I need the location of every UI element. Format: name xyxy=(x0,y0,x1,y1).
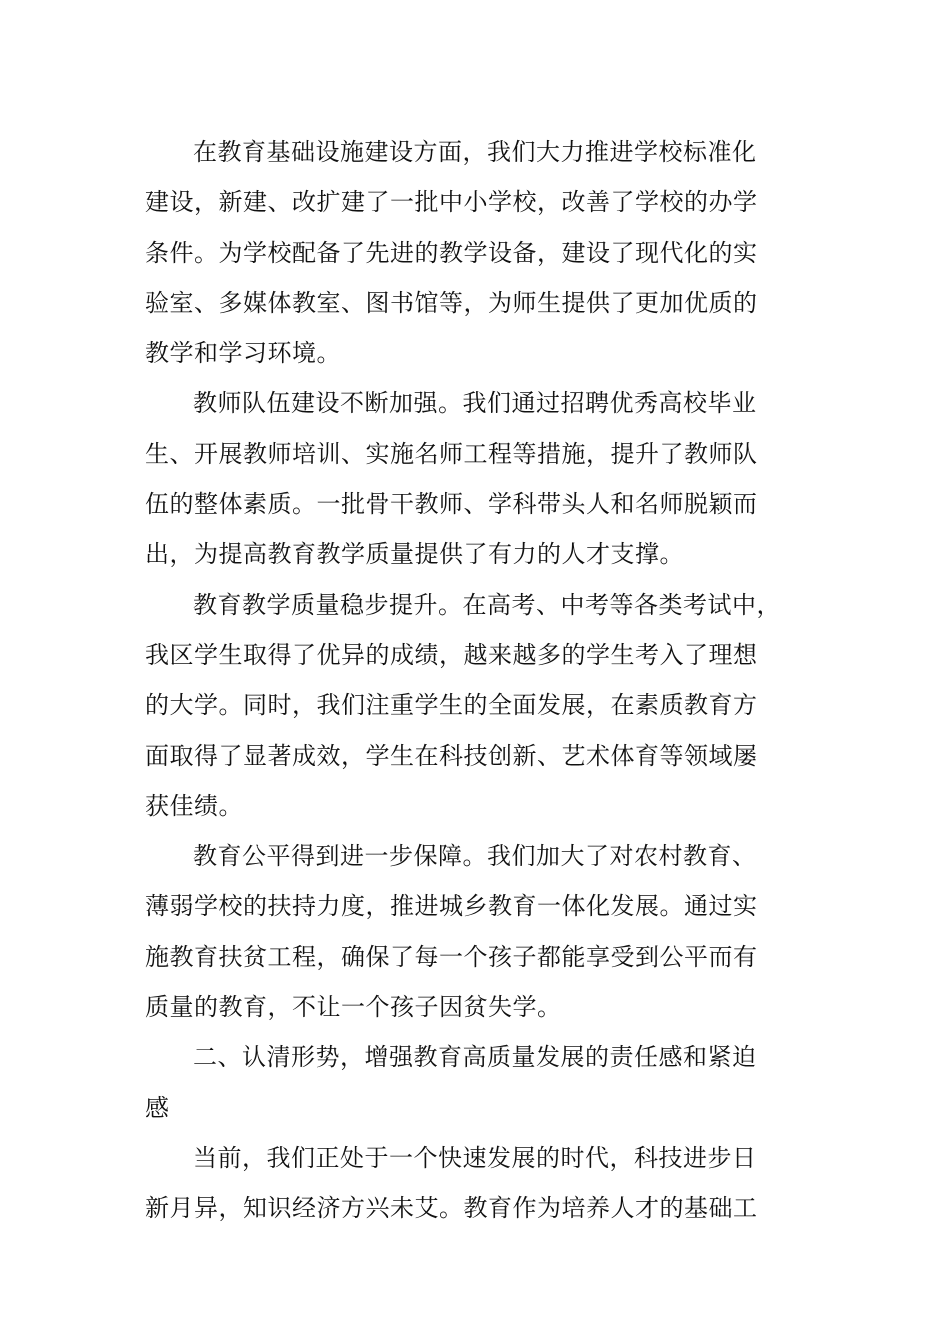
text-line: 出，为提高教育教学质量提供了有力的人才支撑。 xyxy=(145,540,684,569)
text-line: 的大学。同时，我们注重学生的全面发展，在素质教育方 xyxy=(145,691,758,720)
text-line: 教育公平得到进一步保障。我们加大了对农村教育、 xyxy=(193,842,757,871)
text-line: 教育教学质量稳步提升。在高考、中考等各类考试中， xyxy=(193,590,781,619)
text-line: 获佳绩。 xyxy=(145,791,243,820)
paragraph-current-situation xyxy=(145,1133,835,1234)
text-line: 二、认清形势，增强教育高质量发展的责任感和紧迫 xyxy=(193,1043,757,1072)
text-line: 面取得了显著成效，学生在科技创新、艺术体育等领域屡 xyxy=(145,741,758,770)
text-line: 教师队伍建设不断加强。我们通过招聘优秀高校毕业 xyxy=(193,389,757,418)
text-line: 薄弱学校的扶持力度，推进城乡教育一体化发展。通过实 xyxy=(145,892,758,921)
text-line: 质量的教育，不让一个孩子因贫失学。 xyxy=(145,993,562,1022)
section-heading xyxy=(145,1032,835,1133)
text-line: 生、开展教师培训、实施名师工程等措施，提升了教师队 xyxy=(145,439,758,468)
paragraph-teachers xyxy=(145,378,835,579)
text-line: 伍的整体素质。一批骨干教师、学科带头人和名师脱颖而 xyxy=(145,490,758,519)
paragraph-quality xyxy=(145,580,835,831)
text-line: 感 xyxy=(145,1093,170,1122)
paragraph-equity xyxy=(145,831,835,1032)
text-line: 新月异，知识经济方兴未艾。教育作为培养人才的基础工 xyxy=(145,1194,758,1223)
text-line: 在教育基础设施建设方面，我们大力推进学校标准化 xyxy=(193,138,757,166)
text-line: 我区学生取得了优异的成绩，越来越多的学生考入了理想 xyxy=(145,640,758,669)
paragraph-infrastructure xyxy=(145,127,835,378)
text-line: 教学和学习环境。 xyxy=(145,339,341,368)
text-line: 建设，新建、改扩建了一批中小学校，改善了学校的办学 xyxy=(145,188,758,217)
text-line: 验室、多媒体教室、图书馆等，为师生提供了更加优质的 xyxy=(145,288,758,317)
text-line: 当前，我们正处于一个快速发展的时代，科技进步日 xyxy=(193,1143,757,1172)
text-line: 条件。为学校配备了先进的教学设备，建设了现代化的实 xyxy=(145,238,758,267)
text-line: 施教育扶贫工程，确保了每一个孩子都能享受到公平而有 xyxy=(145,942,758,971)
document-body xyxy=(145,127,835,1234)
